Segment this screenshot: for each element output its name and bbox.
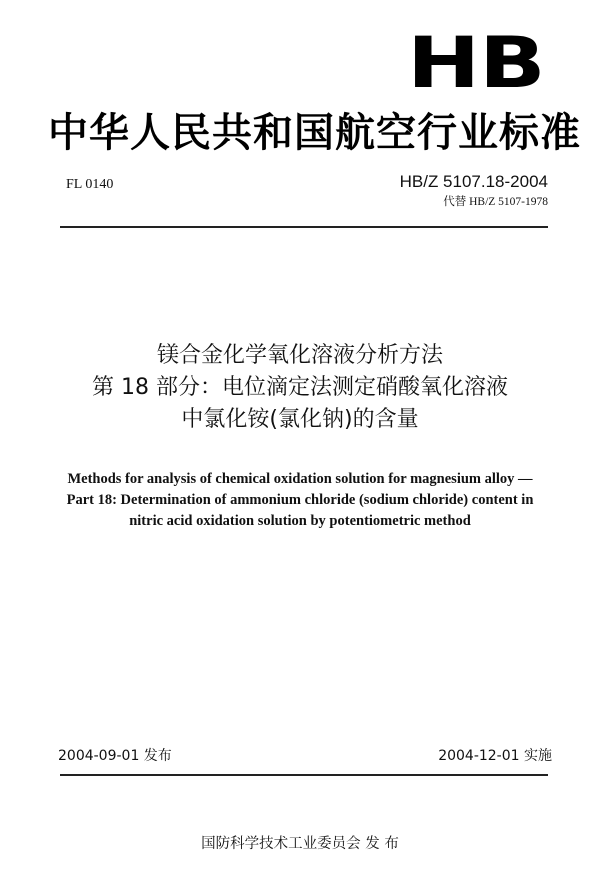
issue-date: 2004-09-01 发布 [58, 748, 172, 764]
effective-date: 2004-12-01 实施 [438, 748, 552, 764]
chinese-title-line: 第 18 部分：电位滴定法测定硝酸氧化溶液 [92, 375, 508, 400]
top-divider [60, 226, 548, 228]
issuer: 国防科学技术工业委员会 发 布 [201, 836, 399, 852]
english-title [20, 469, 580, 532]
chinese-title-line: 镁合金化学氧化溶液分析方法 [156, 343, 443, 368]
chinese-title [0, 340, 600, 436]
organization-title: 中华人民共和国航空行业标准 [48, 110, 581, 156]
classification-code: FL 0140 [66, 177, 114, 192]
bottom-divider [60, 774, 548, 776]
standard-number: HB/Z 5107.18-2004 [399, 172, 548, 191]
english-title-line: nitric acid oxidation solution by potentiometric method [129, 513, 471, 529]
hb-logo: HB [407, 22, 545, 104]
english-title-line: Methods for analysis of chemical oxidation solution for magnesium alloy — [67, 471, 533, 487]
chinese-title-line: 中氯化铵(氯化钠)的含量 [181, 407, 419, 432]
replaces-note: 代替 HB/Z 5107-1978 [443, 196, 548, 208]
english-title-line: Part 18: Determination of ammonium chloride (sodium chloride) content in [66, 492, 534, 508]
